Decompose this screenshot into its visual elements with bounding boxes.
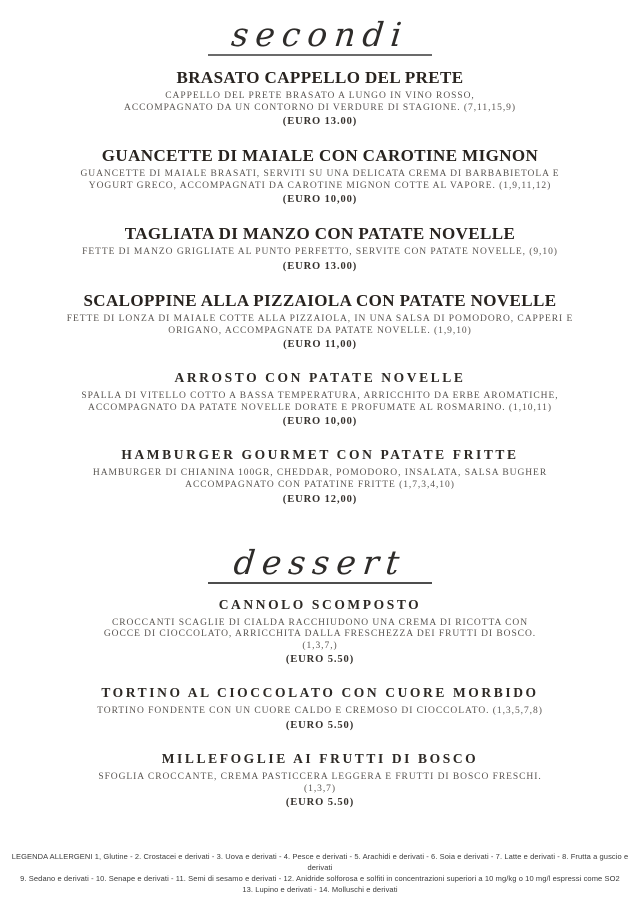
dish-price: (EURO 5.50) xyxy=(285,719,355,731)
allergen-line: (1,3,7) xyxy=(304,783,336,794)
section-title-dessert: dessert xyxy=(231,542,409,582)
dish-description xyxy=(0,91,640,114)
legend-line: LEGENDA ALLERGENI 1, Glutine - 2. Crostacei e derivati - 3. Uova e derivati - 4. Pesce e derivati - 5. Arachidi e derivati - 6. Soia e derivati - 7. Latte e derivati - 8. Frutta a guscio e derivati xyxy=(11,852,629,872)
dish-description xyxy=(0,314,640,337)
section-dessert xyxy=(0,542,640,810)
section-header-secondi xyxy=(0,15,640,56)
menu-item-hamburger xyxy=(0,446,640,505)
dish-price: (EURO 11,00) xyxy=(283,339,357,351)
dish-name: ARROSTO CON PATATE NOVELLE xyxy=(174,370,466,386)
legend-line: 13. Lupino e derivati - 14. Molluschi e derivati xyxy=(242,885,398,894)
allergen-legend xyxy=(0,851,640,895)
dish-description xyxy=(0,706,640,718)
menu-item-tortino xyxy=(0,684,640,732)
dish-name: MILLEFOGLIE AI FRUTTI DI BOSCO xyxy=(161,750,479,766)
description-line: FETTE DI LONZA DI MAIALE COTTE ALLA PIZZAIOLA, IN UNA SALSA DI POMODORO, CAPPERI E xyxy=(66,313,574,324)
description-line: SPALLA DI VITELLO COTTO A BASSA TEMPERATURA, ARRICCHITO DA ERBE AROMATICHE, xyxy=(81,391,559,402)
allergen-line: (1,3,7,) xyxy=(302,640,338,651)
menu-item-brasato xyxy=(0,68,640,128)
dish-price: (EURO 10,00) xyxy=(282,416,358,428)
description-line: YOGURT GRECO, ACCOMPAGNATI DA CAROTINE MIGNON COTTE AL VAPORE. (1,9,11,12) xyxy=(88,180,552,191)
dish-description xyxy=(0,391,640,414)
dish-name: TORTINO AL CIOCCOLATO CON CUORE MORBIDO xyxy=(101,685,539,701)
description-line: CROCCANTI SCAGLIE DI CIALDA RACCHIUDONO UNA CREMA DI RICOTTA CON xyxy=(111,617,529,628)
dish-price: (EURO 5.50) xyxy=(285,797,355,809)
description-line: GOCCE DI CIOCCOLATO, ARRICCHITA DALLA FRESCHEZZA DEI FRUTTI DI BOSCO. xyxy=(103,629,537,640)
dish-name: TAGLIATA DI MANZO CON PATATE NOVELLE xyxy=(124,224,516,244)
menu-item-arrosto xyxy=(0,369,640,428)
section-secondi xyxy=(0,15,640,506)
description-line: HAMBURGER DI CHIANINA 100GR, CHEDDAR, POMODORO, INSALATA, SALSA BUGHER xyxy=(92,468,548,479)
dish-description xyxy=(0,772,640,795)
dish-name: BRASATO CAPPELLO DEL PRETE xyxy=(176,68,464,87)
dish-description xyxy=(0,618,640,653)
dish-name: HAMBURGER GOURMET CON PATATE FRITTE xyxy=(121,447,519,463)
menu-item-scaloppine xyxy=(0,291,640,351)
menu-item-tagliata xyxy=(0,224,640,273)
section-title-secondi: secondi xyxy=(229,15,411,54)
menu-item-millefoglie xyxy=(0,750,640,809)
dish-description xyxy=(0,169,640,192)
description-line: TORTINO FONDENTE CON UN CUORE CALDO E CREMOSO DI CIOCCOLATO. (1,3,5,7,8) xyxy=(97,706,543,717)
menu-item-guancette xyxy=(0,146,640,206)
description-line: ACCOMPAGNATO CON PATATINE FRITTE (1,7,3,4,10) xyxy=(185,479,455,490)
description-line: FETTE DI MANZO GRIGLIATE AL PUNTO PERFETTO, SERVITE CON PATATE NOVELLE, (9,10) xyxy=(82,247,558,258)
section-header-dessert xyxy=(0,542,640,584)
dish-price: (EURO 5.50) xyxy=(285,654,355,666)
description-line: ACCOMPAGNATO DA UN CONTORNO DI VERDURE DI STAGIONE. (7,11,15,9) xyxy=(124,102,516,113)
section-underline xyxy=(208,54,432,56)
menu-item-cannolo xyxy=(0,596,640,667)
legend-line: 9. Sedano e derivati - 10. Senape e derivati - 11. Semi di sesamo e derivati - 12. Anidride solforosa e solfiti in concentrazioni superiori a 10 mg/kg o 10 mg/l espressi come SO2 xyxy=(20,874,620,883)
description-line: SFOGLIA CROCCANTE, CREMA PASTICCERA LEGGERA E FRUTTI DI BOSCO FRESCHI. xyxy=(98,771,542,782)
dish-price: (EURO 12,00) xyxy=(282,493,358,505)
description-line: CAPPELLO DEL PRETE BRASATO A LUNGO IN VINO ROSSO, xyxy=(165,91,475,101)
dish-price: (EURO 13.00) xyxy=(282,260,358,272)
dish-name: SCALOPPINE ALLA PIZZAIOLA CON PATATE NOVELLE xyxy=(83,290,557,310)
description-line: ACCOMPAGNATO DA PATATE NOVELLE DORATE E PROFUMATE AL ROSMARINO. (1,10,11) xyxy=(88,402,552,413)
dish-price: (EURO 13.00) xyxy=(282,116,358,128)
dish-description xyxy=(0,468,640,491)
dish-name: CANNOLO SCOMPOSTO xyxy=(218,596,422,612)
description-line: GUANCETTE DI MAIALE BRASATI, SERVITI SU UNA DELICATA CREMA DI BARBABIETOLA E xyxy=(80,169,560,180)
dish-description xyxy=(0,247,640,259)
description-line: ORIGANO, ACCOMPAGNATE DA PATATE NOVELLE. (1,9,10) xyxy=(168,325,472,336)
dish-price: (EURO 10,00) xyxy=(282,194,358,206)
dish-name: GUANCETTE DI MAIALE CON CAROTINE MIGNON xyxy=(101,146,539,166)
